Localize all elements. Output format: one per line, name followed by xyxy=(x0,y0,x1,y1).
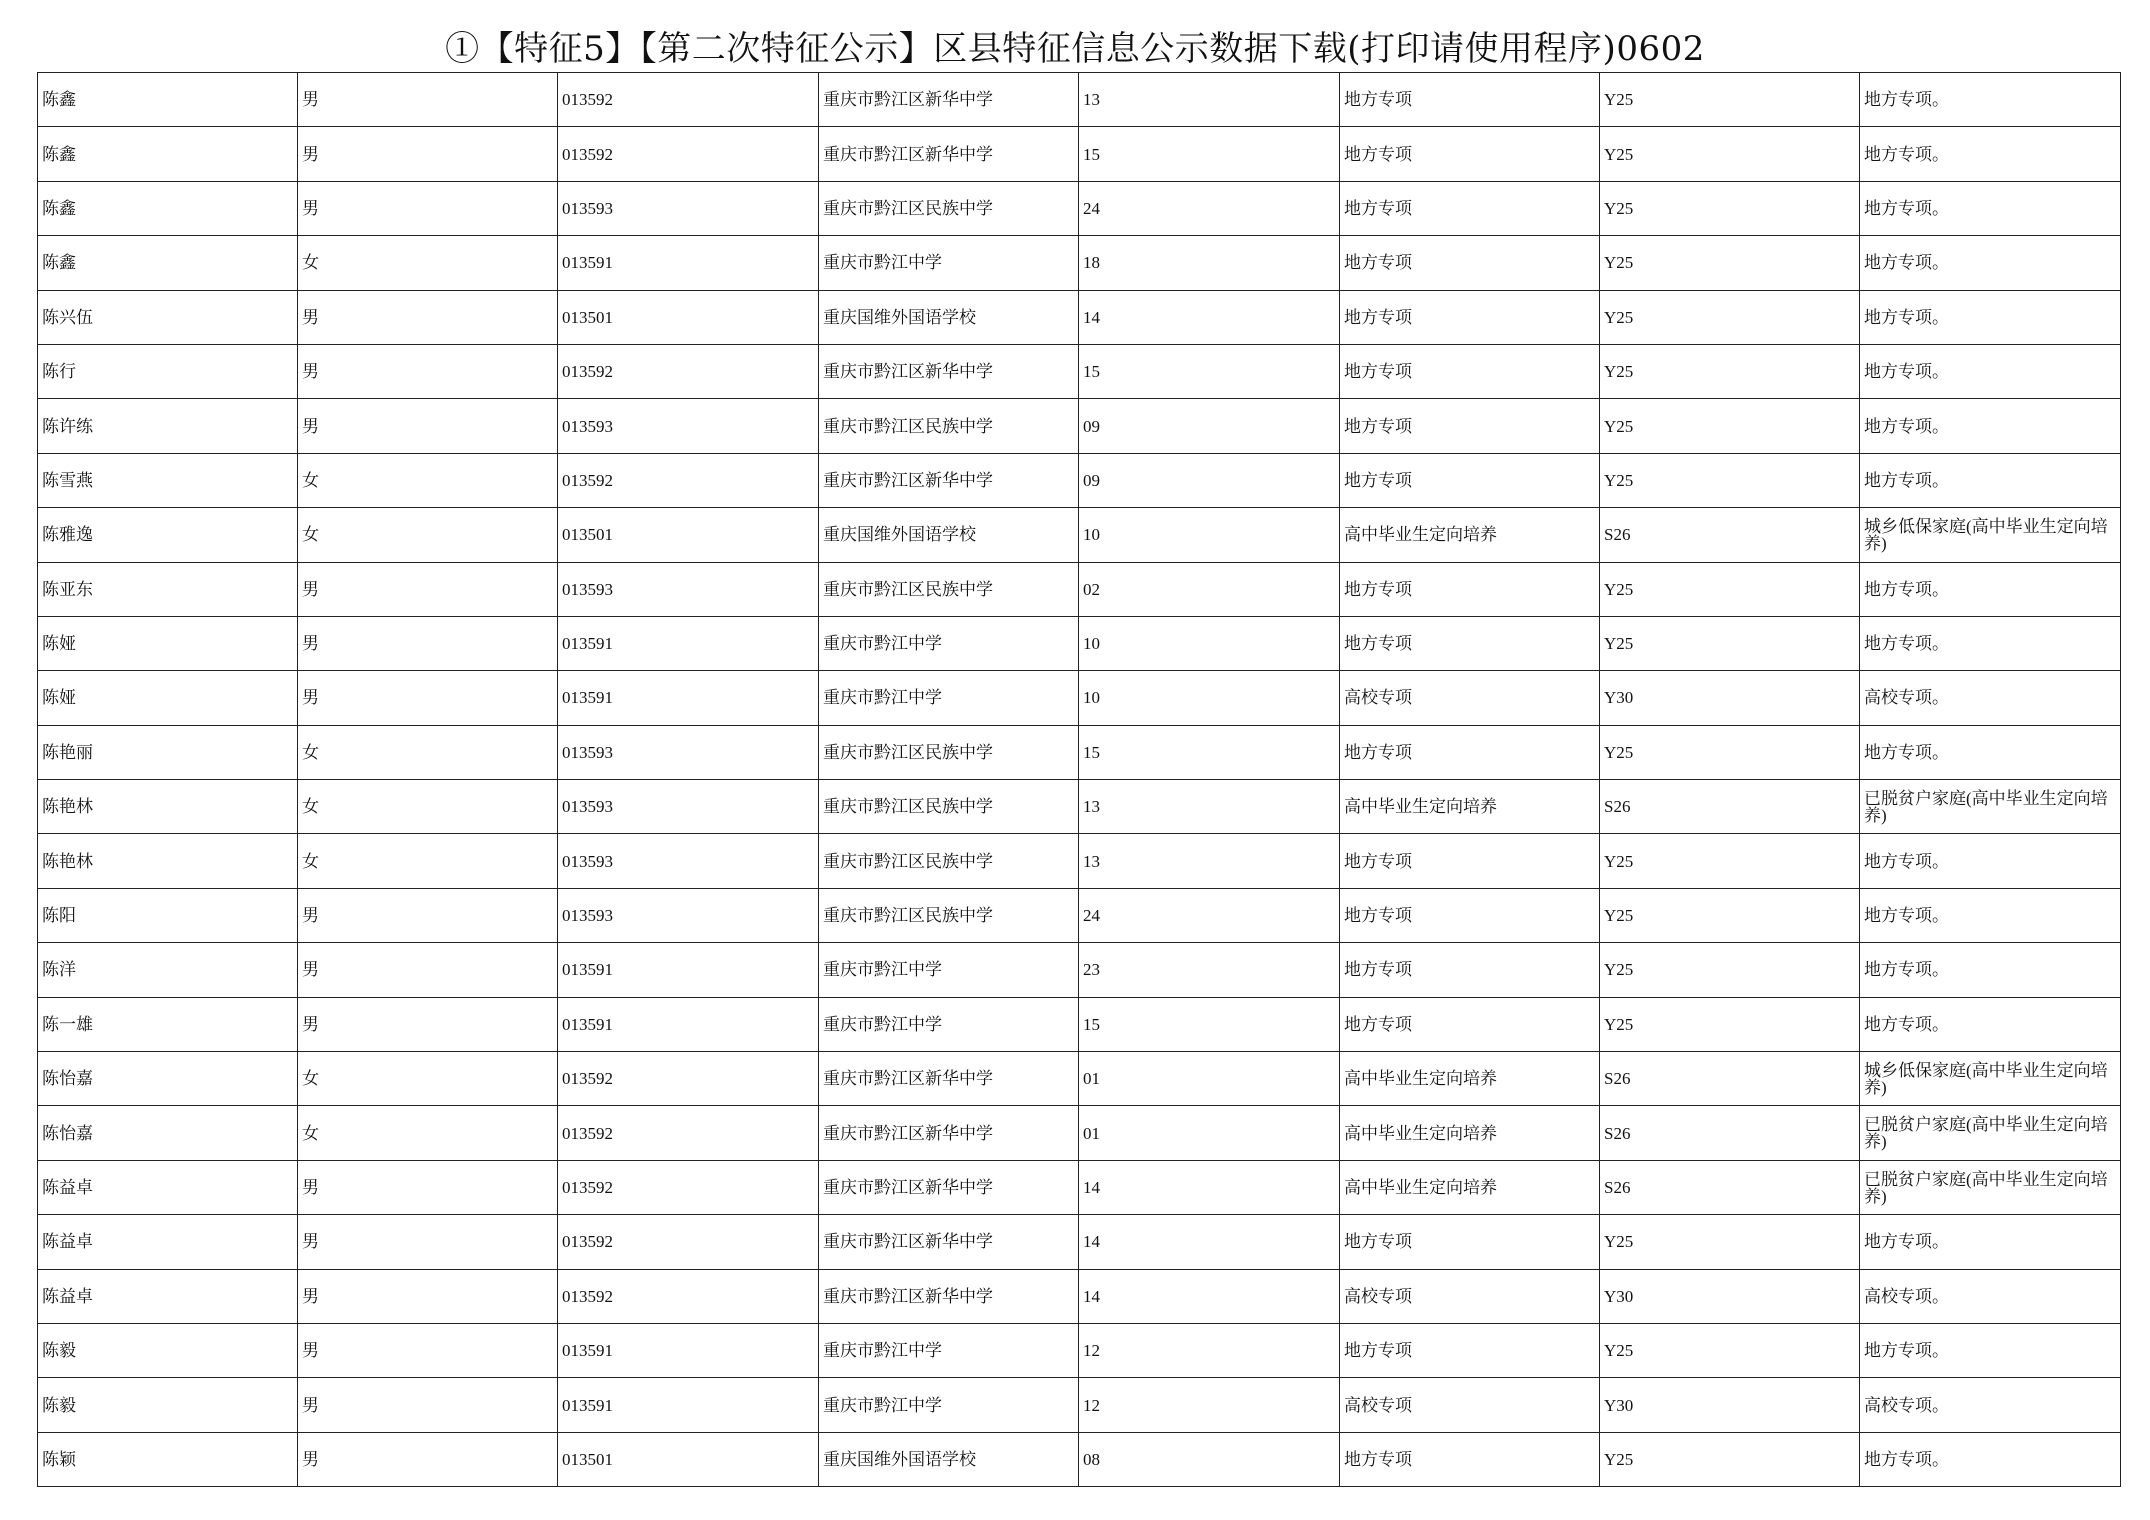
school-cell: 重庆市黔江区民族中学 xyxy=(819,780,1079,834)
note-cell: 地方专项。 xyxy=(1860,181,2121,235)
class-cell: 01 xyxy=(1079,1052,1340,1106)
category-cell: 地方专项 xyxy=(1340,1215,1600,1269)
name-cell: 陈洋 xyxy=(38,943,298,997)
name-cell: 陈阳 xyxy=(38,888,298,942)
category-cell: 地方专项 xyxy=(1340,453,1600,507)
gender-cell: 女 xyxy=(298,453,558,507)
gender-cell: 女 xyxy=(298,780,558,834)
table-row xyxy=(38,725,2121,779)
category-cell: 地方专项 xyxy=(1340,616,1600,670)
type-code-cell: Y25 xyxy=(1600,943,1860,997)
table-row xyxy=(38,562,2121,616)
name-cell: 陈鑫 xyxy=(38,181,298,235)
school-cell: 重庆市黔江中学 xyxy=(819,1378,1079,1432)
table-row xyxy=(38,508,2121,562)
code-cell: 013593 xyxy=(558,780,819,834)
table-row xyxy=(38,888,2121,942)
code-cell: 013593 xyxy=(558,399,819,453)
class-cell: 14 xyxy=(1079,1269,1340,1323)
type-code-cell: Y30 xyxy=(1600,1269,1860,1323)
name-cell: 陈益卓 xyxy=(38,1215,298,1269)
class-cell: 13 xyxy=(1079,834,1340,888)
table-row xyxy=(38,399,2121,453)
code-cell: 013592 xyxy=(558,1269,819,1323)
name-cell: 陈娅 xyxy=(38,616,298,670)
class-cell: 09 xyxy=(1079,399,1340,453)
code-cell: 013593 xyxy=(558,562,819,616)
class-cell: 18 xyxy=(1079,236,1340,290)
gender-cell: 女 xyxy=(298,834,558,888)
code-cell: 013593 xyxy=(558,834,819,888)
category-cell: 地方专项 xyxy=(1340,236,1600,290)
class-cell: 10 xyxy=(1079,671,1340,725)
type-code-cell: Y25 xyxy=(1600,344,1860,398)
name-cell: 陈一雄 xyxy=(38,997,298,1051)
table-row xyxy=(38,1052,2121,1106)
note-cell: 地方专项。 xyxy=(1860,562,2121,616)
gender-cell: 男 xyxy=(298,671,558,725)
school-cell: 重庆市黔江区新华中学 xyxy=(819,1215,1079,1269)
code-cell: 013501 xyxy=(558,290,819,344)
class-cell: 02 xyxy=(1079,562,1340,616)
category-cell: 高中毕业生定向培养 xyxy=(1340,1160,1600,1214)
gender-cell: 男 xyxy=(298,1378,558,1432)
category-cell: 地方专项 xyxy=(1340,834,1600,888)
note-cell: 地方专项。 xyxy=(1860,344,2121,398)
code-cell: 013501 xyxy=(558,508,819,562)
class-cell: 15 xyxy=(1079,997,1340,1051)
school-cell: 重庆市黔江区民族中学 xyxy=(819,888,1079,942)
code-cell: 013501 xyxy=(558,1432,819,1486)
name-cell: 陈鑫 xyxy=(38,127,298,181)
class-cell: 10 xyxy=(1079,616,1340,670)
category-cell: 高中毕业生定向培养 xyxy=(1340,1106,1600,1160)
school-cell: 重庆市黔江区民族中学 xyxy=(819,181,1079,235)
type-code-cell: S26 xyxy=(1600,1052,1860,1106)
note-cell: 城乡低保家庭(高中毕业生定向培养) xyxy=(1860,1052,2121,1106)
type-code-cell: S26 xyxy=(1600,1106,1860,1160)
category-cell: 地方专项 xyxy=(1340,181,1600,235)
class-cell: 10 xyxy=(1079,508,1340,562)
name-cell: 陈怡嘉 xyxy=(38,1106,298,1160)
table-row xyxy=(38,616,2121,670)
school-cell: 重庆市黔江区新华中学 xyxy=(819,1106,1079,1160)
note-cell: 已脱贫户家庭(高中毕业生定向培养) xyxy=(1860,1160,2121,1214)
name-cell: 陈毅 xyxy=(38,1323,298,1377)
type-code-cell: Y25 xyxy=(1600,834,1860,888)
note-cell: 地方专项。 xyxy=(1860,1215,2121,1269)
gender-cell: 男 xyxy=(298,181,558,235)
gender-cell: 女 xyxy=(298,508,558,562)
code-cell: 013591 xyxy=(558,1378,819,1432)
code-cell: 013591 xyxy=(558,997,819,1051)
school-cell: 重庆市黔江区新华中学 xyxy=(819,453,1079,507)
school-cell: 重庆市黔江中学 xyxy=(819,236,1079,290)
name-cell: 陈鑫 xyxy=(38,73,298,127)
code-cell: 013592 xyxy=(558,73,819,127)
type-code-cell: Y25 xyxy=(1600,73,1860,127)
note-cell: 已脱贫户家庭(高中毕业生定向培养) xyxy=(1860,780,2121,834)
note-cell: 地方专项。 xyxy=(1860,236,2121,290)
type-code-cell: Y25 xyxy=(1600,1432,1860,1486)
school-cell: 重庆市黔江区新华中学 xyxy=(819,73,1079,127)
table-row xyxy=(38,73,2121,127)
name-cell: 陈兴伍 xyxy=(38,290,298,344)
table-row xyxy=(38,453,2121,507)
code-cell: 013591 xyxy=(558,1323,819,1377)
category-cell: 高校专项 xyxy=(1340,1378,1600,1432)
category-cell: 高中毕业生定向培养 xyxy=(1340,508,1600,562)
note-cell: 地方专项。 xyxy=(1860,943,2121,997)
code-cell: 013592 xyxy=(558,127,819,181)
code-cell: 013592 xyxy=(558,344,819,398)
type-code-cell: Y25 xyxy=(1600,236,1860,290)
table-row xyxy=(38,780,2121,834)
class-cell: 24 xyxy=(1079,888,1340,942)
name-cell: 陈许练 xyxy=(38,399,298,453)
category-cell: 高校专项 xyxy=(1340,1269,1600,1323)
category-cell: 高中毕业生定向培养 xyxy=(1340,1052,1600,1106)
school-cell: 重庆国维外国语学校 xyxy=(819,1432,1079,1486)
type-code-cell: Y25 xyxy=(1600,290,1860,344)
table-row xyxy=(38,290,2121,344)
table-row xyxy=(38,236,2121,290)
category-cell: 地方专项 xyxy=(1340,1323,1600,1377)
name-cell: 陈怡嘉 xyxy=(38,1052,298,1106)
type-code-cell: Y25 xyxy=(1600,1323,1860,1377)
code-cell: 013591 xyxy=(558,671,819,725)
category-cell: 高中毕业生定向培养 xyxy=(1340,780,1600,834)
name-cell: 陈鑫 xyxy=(38,236,298,290)
name-cell: 陈亚东 xyxy=(38,562,298,616)
school-cell: 重庆市黔江区民族中学 xyxy=(819,562,1079,616)
name-cell: 陈艳林 xyxy=(38,780,298,834)
note-cell: 地方专项。 xyxy=(1860,399,2121,453)
class-cell: 12 xyxy=(1079,1378,1340,1432)
gender-cell: 男 xyxy=(298,1215,558,1269)
category-cell: 地方专项 xyxy=(1340,943,1600,997)
school-cell: 重庆市黔江区新华中学 xyxy=(819,1052,1079,1106)
school-cell: 重庆市黔江中学 xyxy=(819,943,1079,997)
code-cell: 013592 xyxy=(558,1052,819,1106)
category-cell: 地方专项 xyxy=(1340,888,1600,942)
gender-cell: 男 xyxy=(298,73,558,127)
gender-cell: 男 xyxy=(298,997,558,1051)
note-cell: 地方专项。 xyxy=(1860,616,2121,670)
category-cell: 地方专项 xyxy=(1340,290,1600,344)
gender-cell: 男 xyxy=(298,562,558,616)
name-cell: 陈益卓 xyxy=(38,1160,298,1214)
name-cell: 陈雪燕 xyxy=(38,453,298,507)
gender-cell: 男 xyxy=(298,1323,558,1377)
school-cell: 重庆市黔江中学 xyxy=(819,997,1079,1051)
gender-cell: 男 xyxy=(298,616,558,670)
school-cell: 重庆市黔江区民族中学 xyxy=(819,399,1079,453)
category-cell: 地方专项 xyxy=(1340,73,1600,127)
name-cell: 陈艳林 xyxy=(38,834,298,888)
note-cell: 地方专项。 xyxy=(1860,73,2121,127)
table-row xyxy=(38,1378,2121,1432)
table-row xyxy=(38,943,2121,997)
school-cell: 重庆国维外国语学校 xyxy=(819,290,1079,344)
data-table xyxy=(37,72,2121,1487)
code-cell: 013592 xyxy=(558,1160,819,1214)
type-code-cell: Y30 xyxy=(1600,1378,1860,1432)
table-row xyxy=(38,344,2121,398)
class-cell: 08 xyxy=(1079,1432,1340,1486)
class-cell: 09 xyxy=(1079,453,1340,507)
name-cell: 陈艳丽 xyxy=(38,725,298,779)
note-cell: 地方专项。 xyxy=(1860,997,2121,1051)
school-cell: 重庆市黔江区民族中学 xyxy=(819,834,1079,888)
category-cell: 地方专项 xyxy=(1340,127,1600,181)
code-cell: 013593 xyxy=(558,888,819,942)
type-code-cell: Y30 xyxy=(1600,671,1860,725)
table-row xyxy=(38,1106,2121,1160)
school-cell: 重庆市黔江区新华中学 xyxy=(819,127,1079,181)
note-cell: 地方专项。 xyxy=(1860,290,2121,344)
table-row xyxy=(38,1160,2121,1214)
category-cell: 地方专项 xyxy=(1340,725,1600,779)
note-cell: 已脱贫户家庭(高中毕业生定向培养) xyxy=(1860,1106,2121,1160)
table-row xyxy=(38,1215,2121,1269)
code-cell: 013592 xyxy=(558,1215,819,1269)
type-code-cell: Y25 xyxy=(1600,453,1860,507)
school-cell: 重庆国维外国语学校 xyxy=(819,508,1079,562)
code-cell: 013591 xyxy=(558,236,819,290)
type-code-cell: S26 xyxy=(1600,780,1860,834)
type-code-cell: Y25 xyxy=(1600,616,1860,670)
school-cell: 重庆市黔江区新华中学 xyxy=(819,1160,1079,1214)
class-cell: 12 xyxy=(1079,1323,1340,1377)
type-code-cell: Y25 xyxy=(1600,888,1860,942)
note-cell: 地方专项。 xyxy=(1860,1432,2121,1486)
table-row xyxy=(38,1323,2121,1377)
category-cell: 地方专项 xyxy=(1340,1432,1600,1486)
school-cell: 重庆市黔江中学 xyxy=(819,1323,1079,1377)
type-code-cell: Y25 xyxy=(1600,181,1860,235)
type-code-cell: Y25 xyxy=(1600,562,1860,616)
gender-cell: 女 xyxy=(298,725,558,779)
class-cell: 13 xyxy=(1079,780,1340,834)
code-cell: 013592 xyxy=(558,453,819,507)
table-row xyxy=(38,1269,2121,1323)
gender-cell: 男 xyxy=(298,290,558,344)
name-cell: 陈颖 xyxy=(38,1432,298,1486)
name-cell: 陈娅 xyxy=(38,671,298,725)
gender-cell: 男 xyxy=(298,943,558,997)
table-row xyxy=(38,997,2121,1051)
note-cell: 城乡低保家庭(高中毕业生定向培养) xyxy=(1860,508,2121,562)
note-cell: 高校专项。 xyxy=(1860,1269,2121,1323)
class-cell: 14 xyxy=(1079,1160,1340,1214)
school-cell: 重庆市黔江区新华中学 xyxy=(819,1269,1079,1323)
note-cell: 地方专项。 xyxy=(1860,888,2121,942)
class-cell: 13 xyxy=(1079,73,1340,127)
code-cell: 013593 xyxy=(558,725,819,779)
code-cell: 013593 xyxy=(558,181,819,235)
class-cell: 23 xyxy=(1079,943,1340,997)
code-cell: 013591 xyxy=(558,943,819,997)
category-cell: 高校专项 xyxy=(1340,671,1600,725)
name-cell: 陈雅逸 xyxy=(38,508,298,562)
gender-cell: 男 xyxy=(298,888,558,942)
category-cell: 地方专项 xyxy=(1340,997,1600,1051)
code-cell: 013591 xyxy=(558,616,819,670)
category-cell: 地方专项 xyxy=(1340,562,1600,616)
type-code-cell: Y25 xyxy=(1600,1215,1860,1269)
category-cell: 地方专项 xyxy=(1340,344,1600,398)
gender-cell: 男 xyxy=(298,1160,558,1214)
class-cell: 15 xyxy=(1079,725,1340,779)
page-title: ①【特征5】【第二次特征公示】区县特征信息公示数据下载(打印请使用程序)0602 xyxy=(445,29,1705,69)
note-cell: 地方专项。 xyxy=(1860,834,2121,888)
class-cell: 24 xyxy=(1079,181,1340,235)
class-cell: 15 xyxy=(1079,344,1340,398)
school-cell: 重庆市黔江区民族中学 xyxy=(819,725,1079,779)
class-cell: 15 xyxy=(1079,127,1340,181)
gender-cell: 男 xyxy=(298,399,558,453)
class-cell: 14 xyxy=(1079,290,1340,344)
school-cell: 重庆市黔江中学 xyxy=(819,671,1079,725)
school-cell: 重庆市黔江中学 xyxy=(819,616,1079,670)
type-code-cell: Y25 xyxy=(1600,399,1860,453)
type-code-cell: Y25 xyxy=(1600,127,1860,181)
name-cell: 陈行 xyxy=(38,344,298,398)
table-row xyxy=(38,1432,2121,1486)
gender-cell: 男 xyxy=(298,1269,558,1323)
note-cell: 地方专项。 xyxy=(1860,1323,2121,1377)
table-row xyxy=(38,127,2121,181)
class-cell: 01 xyxy=(1079,1106,1340,1160)
gender-cell: 男 xyxy=(298,344,558,398)
table-row xyxy=(38,834,2121,888)
note-cell: 地方专项。 xyxy=(1860,725,2121,779)
gender-cell: 男 xyxy=(298,1432,558,1486)
category-cell: 地方专项 xyxy=(1340,399,1600,453)
name-cell: 陈毅 xyxy=(38,1378,298,1432)
table-row xyxy=(38,671,2121,725)
name-cell: 陈益卓 xyxy=(38,1269,298,1323)
class-cell: 14 xyxy=(1079,1215,1340,1269)
type-code-cell: S26 xyxy=(1600,1160,1860,1214)
note-cell: 地方专项。 xyxy=(1860,453,2121,507)
gender-cell: 女 xyxy=(298,1052,558,1106)
type-code-cell: Y25 xyxy=(1600,725,1860,779)
gender-cell: 女 xyxy=(298,236,558,290)
note-cell: 高校专项。 xyxy=(1860,671,2121,725)
type-code-cell: Y25 xyxy=(1600,997,1860,1051)
gender-cell: 女 xyxy=(298,1106,558,1160)
code-cell: 013592 xyxy=(558,1106,819,1160)
note-cell: 地方专项。 xyxy=(1860,127,2121,181)
note-cell: 高校专项。 xyxy=(1860,1378,2121,1432)
type-code-cell: S26 xyxy=(1600,508,1860,562)
gender-cell: 男 xyxy=(298,127,558,181)
table-row xyxy=(38,181,2121,235)
school-cell: 重庆市黔江区新华中学 xyxy=(819,344,1079,398)
